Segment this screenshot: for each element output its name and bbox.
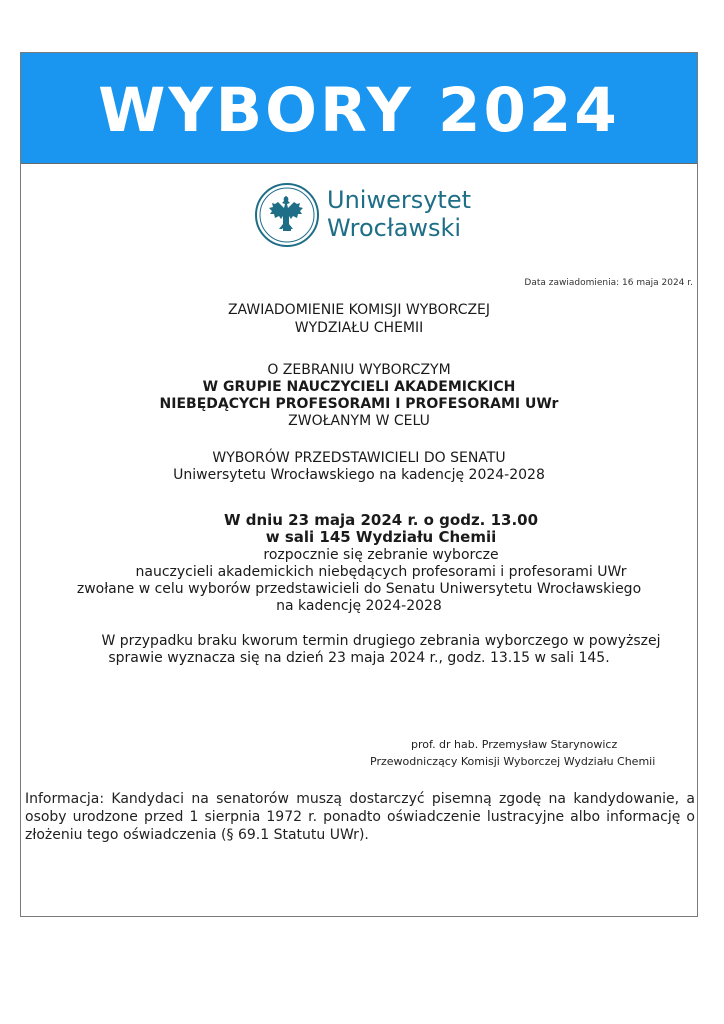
quorum-line-1: W przypadku braku kworum termin drugiego zebrania wyborczego w powyższej — [101, 633, 661, 649]
notice-date: Data zawiadomienia: 16 maja 2024 r. — [524, 278, 693, 288]
banner-title: WYBORY 2024 — [98, 74, 620, 146]
signatory-name: prof. dr hab. Przemysław Starynowicz — [411, 738, 618, 751]
purpose-line-1: WYBORÓW PRZEDSTAWICIELI DO SENATU — [212, 450, 506, 466]
logo-line-2: Wrocławski — [327, 214, 462, 242]
subheading-line-3: NIEBĘDĄCYCH PROFESORAMI I PROFESORAMI UWr — [159, 396, 559, 412]
meeting-room: w sali 145 Wydziału Chemii — [265, 528, 497, 546]
signatory-role: Przewodniczący Komisji Wyborczej Wydziału Chemii — [370, 755, 656, 768]
university-eagle-emblem-icon — [254, 182, 320, 248]
title-banner — [21, 53, 697, 164]
subheading-line-1: O ZEBRANIU WYBORCZYM — [267, 362, 451, 378]
body-line-4: na kadencję 2024-2028 — [276, 598, 442, 614]
heading-line-2: WYDZIAŁU CHEMII — [294, 320, 424, 336]
logo-line-1: Uniwersytet — [327, 186, 471, 214]
body-line-3: zwołane w celu wyborów przedstawicieli do Senatu Uniwersytetu Wrocławskiego — [76, 581, 642, 597]
meeting-date: W dniu 23 maja 2024 r. o godz. 13.00 — [223, 511, 539, 529]
quorum-line-2: sprawie wyznacza się na dzień 23 maja 2024 r., godz. 13.15 w sali 145. — [108, 650, 610, 666]
subheading-line-4: ZWOŁANYM W CELU — [288, 413, 430, 429]
logo-wordmark — [327, 186, 471, 242]
subheading-line-2: W GRUPIE NAUCZYCIELI AKADEMICKICH — [202, 379, 516, 395]
candidate-information: Informacja: Kandydaci na senatorów muszą dostarczyć pisemną zgodę na kandydowanie, a osoby urodzone przed 1 sierpnia 1972 r. ponadto oświadczenie lustracyjne albo informację o złożeniu tego oświadczenia (§ 69.1 Statutu UWr). — [25, 791, 695, 843]
purpose-line-2: Uniwersytetu Wrocławskiego na kadencję 2024-2028 — [173, 467, 545, 483]
heading-line-1: ZAWIADOMIENIE KOMISJI WYBORCZEJ — [227, 302, 491, 318]
notice-frame — [20, 52, 698, 917]
university-logo — [254, 180, 471, 250]
body-line-2: nauczycieli akademickich niebędących profesorami i profesorami UWr — [135, 564, 627, 580]
body-line-1: rozpocznie się zebranie wyborcze — [263, 547, 499, 563]
